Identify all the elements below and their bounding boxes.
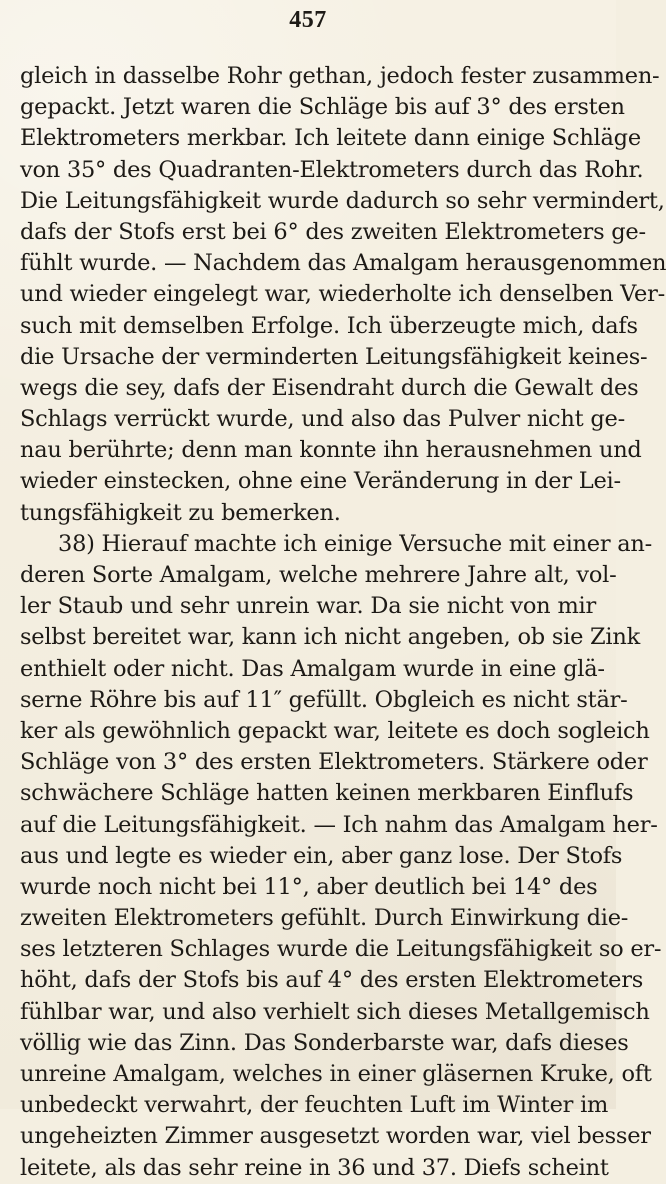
text-line: ses letzteren Schlages wurde die Leitungsfähigkeit so er- [20, 936, 662, 963]
text-line: gepackt. Jetzt waren die Schläge bis auf 3° des ersten [20, 94, 625, 121]
text-line: unbedeckt verwahrt, der feuchten Luft im Winter im [20, 1092, 609, 1119]
page-number: 457 [289, 7, 327, 33]
text-line: enthielt oder nicht. Das Amalgam wurde in eine glä- [20, 655, 605, 682]
page-text [20, 61, 666, 1184]
text-line: höht, dafs der Stofs bis auf 4° des ersten Elektrometers [20, 967, 644, 994]
paragraph-end-line: tungsfähigkeit zu bemerken. [20, 499, 341, 526]
text-line: gleich in dasselbe Rohr gethan, jedoch fester zusammen- [20, 63, 660, 89]
text-line: Schlags verrückt wurde, und also das Pulver nicht ge- [20, 406, 625, 433]
text-line: zweiten Elektrometers gefühlt. Durch Einwirkung die- [20, 905, 629, 932]
text-line: Die Leitungsfähigkeit wurde dadurch so sehr vermindert, [20, 187, 665, 214]
text-line: von 35° des Quadranten-Elektrometers durch das Rohr. [20, 156, 644, 183]
text-line: die Ursache der verminderten Leitungsfähigkeit keines- [20, 343, 648, 370]
text-line: unreine Amalgam, welches in einer gläsernen Kruke, oft [20, 1061, 652, 1087]
text-line: deren Sorte Amalgam, welche mehrere Jahre alt, vol- [20, 562, 617, 588]
text-line: und wieder eingelegt war, wiederholte ich denselben Ver- [20, 281, 665, 308]
text-line: such mit demselben Erfolge. Ich überzeugte mich, dafs [20, 312, 638, 339]
text-line: auf die Leitungsfähigkeit. — Ich nahm das Amalgam her- [20, 811, 658, 838]
text-line: leitete, als das sehr reine in 36 und 37. Diefs scheint [20, 1154, 609, 1181]
text-line: ler Staub und sehr unrein war. Da sie nicht von mir [20, 593, 596, 620]
text-line: Schläge von 3° des ersten Elektrometers. Stärkere oder [20, 749, 648, 776]
text-line: fühlt wurde. — Nachdem das Amalgam herausgenommen [20, 250, 666, 277]
text-line: wegs die sey, dafs der Eisendraht durch die Gewalt des [20, 374, 639, 401]
text-line: ungeheizten Zimmer ausgesetzt worden war, viel besser [20, 1123, 651, 1150]
text-line: völlig wie das Zinn. Das Sonderbarste war, dafs dieses [20, 1029, 629, 1056]
text-line: selbst bereitet war, kann ich nicht angeben, ob sie Zink [20, 624, 640, 651]
text-line: aus und legte es wieder ein, aber ganz lose. Der Stofs [20, 842, 623, 869]
text-line: fühlbar war, und also verhielt sich dieses Metallgemisch [20, 998, 650, 1025]
text-line: dafs der Stofs erst bei 6° des zweiten Elektrometers ge- [20, 218, 646, 245]
text-line: nau berührte; denn man konnte ihn herausnehmen und [20, 437, 642, 464]
text-line: ker als gewöhnlich gepackt war, leitete es doch sogleich [20, 717, 650, 744]
text-line: wurde noch nicht bei 11°, aber deutlich bei 14° des [20, 873, 598, 900]
text-line: wieder einstecken, ohne eine Veränderung in der Lei- [20, 468, 621, 495]
text-line: serne Röhre bis auf 11″ gefüllt. Obgleich es nicht stär- [20, 686, 628, 713]
text-line: schwächere Schläge hatten keinen merkbaren Einflufs [20, 780, 634, 807]
text-line: Elektrometers merkbar. Ich leitete dann einige Schläge [20, 125, 641, 152]
paragraph-start-line: 38) Hierauf machte ich einige Versuche mit einer an- [58, 530, 653, 557]
